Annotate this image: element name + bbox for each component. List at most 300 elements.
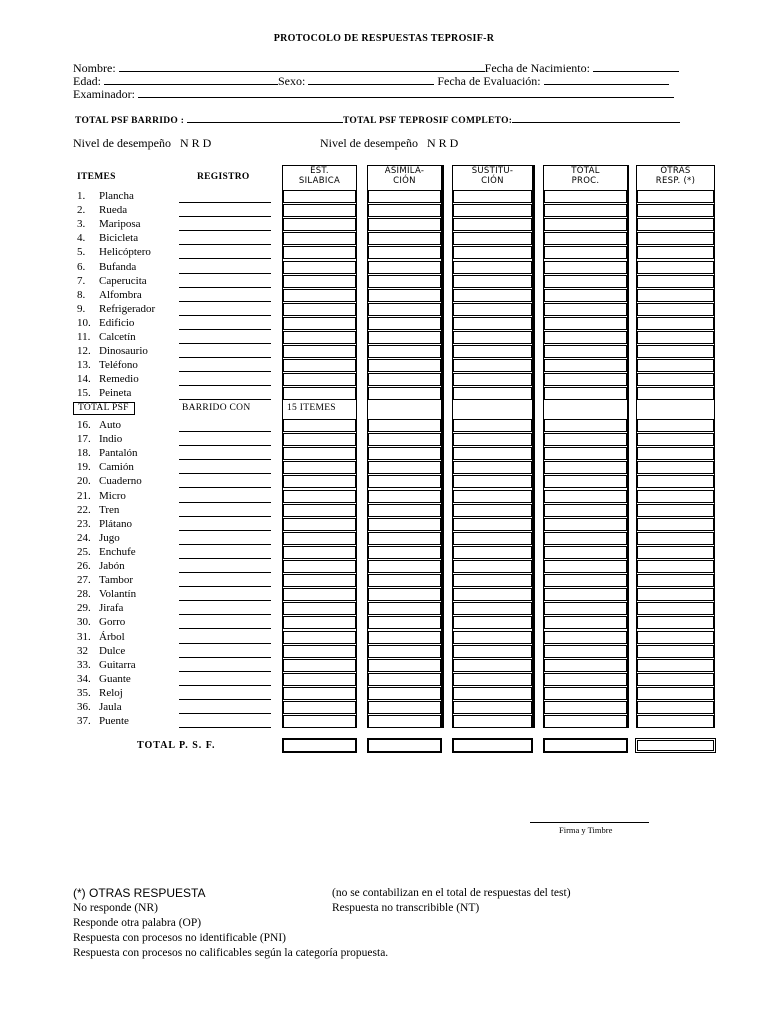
cell-total[interactable] [544,373,627,386]
cell-otras[interactable] [637,715,714,728]
cell-otras[interactable] [637,673,714,686]
cell-est[interactable] [283,461,356,474]
list-item [77,432,122,446]
cell-sust[interactable] [453,190,532,203]
item-number: 23. [77,517,91,530]
cell-est[interactable] [283,331,356,344]
item-number: 34. [77,672,91,685]
cell-est[interactable] [283,475,356,488]
cell-est[interactable] [283,275,356,288]
cell-total[interactable] [544,645,627,658]
sexo-field[interactable] [308,73,434,85]
cell-total[interactable] [544,303,627,316]
signature-line[interactable] [530,822,649,823]
cell-otras[interactable] [637,387,714,400]
cell-otras[interactable] [637,275,714,288]
cell-otras[interactable] [637,232,714,245]
col-otras-header [636,166,715,186]
registro-field[interactable] [179,371,271,372]
cell-total[interactable] [544,602,627,615]
registro-field[interactable] [179,343,271,344]
cell-est[interactable] [283,447,356,460]
registro-field[interactable] [179,315,271,316]
cell-total[interactable] [544,218,627,231]
cell-est[interactable] [283,218,356,231]
cell-est[interactable] [283,232,356,245]
cell-asim[interactable] [368,275,441,288]
cell-total[interactable] [544,190,627,203]
fecha-evaluacion-field[interactable] [544,73,669,85]
list-item [77,231,138,245]
registro-field[interactable] [179,685,271,686]
cell-sust[interactable] [453,275,532,288]
item-name: Reloj [99,686,123,699]
registro-field[interactable] [179,431,271,432]
item-name: Remedio [99,373,139,386]
cell-sust[interactable] [453,560,532,573]
cell-sust[interactable] [453,602,532,615]
registro-field[interactable] [179,216,271,217]
cell-total[interactable] [544,275,627,288]
registro-field[interactable] [179,473,271,474]
item-name: Peineta [99,387,132,400]
cell-est[interactable] [283,518,356,531]
cell-sust[interactable] [453,289,532,302]
list-item [77,503,119,517]
cell-asim[interactable] [368,345,441,358]
col-otras-header-line1: OTRAS [660,166,691,176]
cell-otras[interactable] [637,659,714,672]
list-item [77,531,120,545]
cell-total[interactable] [544,715,627,728]
cell-asim[interactable] [368,218,441,231]
total-proc-cell[interactable] [543,738,628,753]
cell-sust[interactable] [453,588,532,601]
cell-sust[interactable] [453,359,532,372]
col-sust-header-line2: CIÓN [481,176,504,186]
fecha-evaluacion-label: Fecha de Evaluación: [437,74,541,88]
cell-otras[interactable] [637,303,714,316]
cell-otras[interactable] [637,433,714,446]
total-est-cell[interactable] [282,738,357,753]
col-est-header [282,166,357,186]
item-number: 29. [77,602,91,615]
cell-asim[interactable] [368,560,441,573]
cell-otras[interactable] [637,616,714,629]
cell-sust[interactable] [453,616,532,629]
item-name: Bufanda [99,260,137,273]
cell-asim[interactable] [368,461,441,474]
list-item [77,601,123,615]
cell-otras[interactable] [637,687,714,700]
cell-total[interactable] [544,504,627,517]
cell-asim[interactable] [368,289,441,302]
item-name: Micro [99,489,126,502]
cell-otras[interactable] [637,419,714,432]
cell-sust[interactable] [453,475,532,488]
list-item [77,446,138,460]
cell-total[interactable] [544,317,627,330]
item-name: Mariposa [99,218,141,231]
total-asim-cell[interactable] [367,738,442,753]
page-title: PROTOCOLO DE RESPUESTAS TEPROSIF-R [273,33,495,44]
cell-asim[interactable] [368,359,441,372]
item-number: 5. [77,246,86,259]
cell-total[interactable] [544,687,627,700]
col-total-header [543,166,628,186]
cell-total[interactable] [544,673,627,686]
cell-total[interactable] [544,518,627,531]
nivel-desempeno-1 [73,136,211,151]
cell-otras[interactable] [637,289,714,302]
cell-asim[interactable] [368,673,441,686]
cell-est[interactable] [283,204,356,217]
cell-otras[interactable] [637,345,714,358]
cell-total[interactable] [544,433,627,446]
total-psf-completo-field[interactable] [512,113,680,123]
cell-total[interactable] [544,631,627,644]
registro-field[interactable] [179,671,271,672]
item-number: 32 [77,644,88,657]
psf-row-label-c: 15 ITEMES [287,403,336,413]
cell-est[interactable] [283,504,356,517]
cell-est[interactable] [283,317,356,330]
cell-est[interactable] [283,602,356,615]
item-number: 6. [77,260,86,273]
item-number: 14. [77,373,91,386]
item-number: 26. [77,560,91,572]
divider-bar-3 [627,165,629,728]
cell-total[interactable] [544,246,627,259]
cell-sust[interactable] [453,715,532,728]
cell-asim[interactable] [368,433,441,446]
cell-asim[interactable] [368,518,441,531]
cell-total[interactable] [544,261,627,274]
cell-asim[interactable] [368,645,441,658]
cell-asim[interactable] [368,616,441,629]
cell-est[interactable] [283,345,356,358]
list-item [77,418,121,432]
cell-otras[interactable] [637,461,714,474]
registro-field[interactable] [179,445,271,446]
registro-field[interactable] [179,727,271,728]
nombre-field[interactable] [119,60,485,72]
cell-sust[interactable] [453,387,532,400]
cell-otras[interactable] [637,373,714,386]
cell-est[interactable] [283,261,356,274]
cell-asim[interactable] [368,475,441,488]
cell-est[interactable] [283,616,356,629]
list-item [77,559,125,573]
cell-sust[interactable] [453,532,532,545]
registro-field[interactable] [179,572,271,573]
cell-otras[interactable] [637,631,714,644]
item-name: Jugo [99,531,120,544]
cell-sust[interactable] [453,447,532,460]
list-item [77,700,122,714]
cell-est[interactable] [283,433,356,446]
cell-sust[interactable] [453,317,532,330]
registro-field[interactable] [179,301,271,302]
registro-field[interactable] [179,287,271,288]
cell-est[interactable] [283,659,356,672]
cell-asim[interactable] [368,331,441,344]
cell-est[interactable] [283,701,356,714]
cell-otras[interactable] [637,602,714,615]
registro-field[interactable] [179,244,271,245]
registro-field[interactable] [179,699,271,700]
cell-otras[interactable] [637,546,714,559]
cell-asim[interactable] [368,317,441,330]
cell-total[interactable] [544,546,627,559]
cell-otras[interactable] [637,261,714,274]
cell-asim[interactable] [368,574,441,587]
cell-asim[interactable] [368,387,441,400]
cell-sust[interactable] [453,518,532,531]
registro-field[interactable] [179,399,271,400]
cell-est[interactable] [283,419,356,432]
cell-asim[interactable] [368,447,441,460]
registro-field[interactable] [179,628,271,629]
cell-est[interactable] [283,373,356,386]
list-item [77,330,136,344]
registro-field[interactable] [179,586,271,587]
psf-row-label-b: BARRIDO CON [182,403,251,413]
cell-total[interactable] [544,447,627,460]
nivel-options-1[interactable]: N R D [179,136,212,150]
registro-field[interactable] [179,643,271,644]
registro-field[interactable] [179,202,271,203]
item-name: Plátano [99,517,132,530]
cell-otras[interactable] [637,518,714,531]
item-name: Camión [99,461,134,474]
cell-total[interactable] [544,574,627,587]
cell-asim[interactable] [368,715,441,728]
cell-otras[interactable] [637,218,714,231]
cell-total[interactable] [544,345,627,358]
cell-otras[interactable] [637,475,714,488]
cell-sust[interactable] [453,504,532,517]
cell-total[interactable] [544,289,627,302]
cell-est[interactable] [283,588,356,601]
cell-asim[interactable] [368,232,441,245]
registro-field[interactable] [179,487,271,488]
cell-est[interactable] [283,560,356,573]
cell-asim[interactable] [368,419,441,432]
registro-field[interactable] [179,459,271,460]
cell-asim[interactable] [368,631,441,644]
list-item [77,344,148,358]
registro-field[interactable] [179,357,271,358]
cell-est[interactable] [283,246,356,259]
edad-field[interactable] [104,73,278,85]
cell-sust[interactable] [453,546,532,559]
cell-sust[interactable] [453,303,532,316]
cell-sust[interactable] [453,687,532,700]
total-psf-completo-label: TOTAL PSF TEPROSIF COMPLETO: [342,116,513,126]
cell-total[interactable] [544,532,627,545]
item-name: Caperucita [99,274,147,287]
cell-est[interactable] [283,387,356,400]
cell-asim[interactable] [368,546,441,559]
cell-sust[interactable] [453,204,532,217]
cell-sust[interactable] [453,631,532,644]
cell-otras[interactable] [637,588,714,601]
item-number: 7. [77,274,86,287]
cell-total[interactable] [544,232,627,245]
cell-est[interactable] [283,673,356,686]
cell-asim[interactable] [368,204,441,217]
cell-otras[interactable] [637,447,714,460]
cell-otras[interactable] [637,246,714,259]
cell-sust[interactable] [453,461,532,474]
cell-otras[interactable] [637,574,714,587]
cell-asim[interactable] [368,532,441,545]
cell-sust[interactable] [453,331,532,344]
col-sust-header [452,166,533,186]
cell-est[interactable] [283,574,356,587]
fecha-nacimiento-label: Fecha de Nacimiento: [484,61,590,75]
registro-field[interactable] [179,502,271,503]
cell-asim[interactable] [368,261,441,274]
cell-sust[interactable] [453,433,532,446]
registro-field[interactable] [179,329,271,330]
cell-est[interactable] [283,645,356,658]
cell-total[interactable] [544,616,627,629]
total-psf-barrido-field[interactable] [187,113,343,123]
registro-field[interactable] [179,657,271,658]
total-sust-cell[interactable] [452,738,533,753]
cell-otras[interactable] [637,204,714,217]
cell-sust[interactable] [453,232,532,245]
cell-asim[interactable] [368,490,441,503]
cell-sust[interactable] [453,490,532,503]
cell-total[interactable] [544,419,627,432]
item-name: Volantín [99,588,137,601]
registro-field[interactable] [179,600,271,601]
item-name: Jirafa [99,602,124,615]
cell-sust[interactable] [453,218,532,231]
cell-total[interactable] [544,659,627,672]
cell-sust[interactable] [453,246,532,259]
list-item [77,672,131,686]
cell-total[interactable] [544,359,627,372]
registro-field[interactable] [179,273,271,274]
item-number: 28. [77,588,91,601]
cell-asim[interactable] [368,659,441,672]
cell-otras[interactable] [637,532,714,545]
note-last: Respuesta con procesos no calificables según la categoría propuesta. [73,947,389,959]
cell-sust[interactable] [453,645,532,658]
registro-field[interactable] [179,385,271,386]
cell-total[interactable] [544,331,627,344]
cell-otras[interactable] [637,504,714,517]
total-otras-cell[interactable] [635,738,716,753]
cell-est[interactable] [283,359,356,372]
registro-field[interactable] [179,713,271,714]
cell-sust[interactable] [453,261,532,274]
cell-otras[interactable] [637,560,714,573]
cell-asim[interactable] [368,602,441,615]
cell-asim[interactable] [368,246,441,259]
cell-otras[interactable] [637,317,714,330]
registro-field[interactable] [179,558,271,559]
list-item [77,460,134,474]
registro-field[interactable] [179,544,271,545]
registro-field[interactable] [179,230,271,231]
fecha-nacimiento-field[interactable] [593,60,679,72]
cell-est[interactable] [283,190,356,203]
cell-total[interactable] [544,490,627,503]
cell-total[interactable] [544,475,627,488]
cell-asim[interactable] [368,687,441,700]
cell-total[interactable] [544,560,627,573]
registro-field[interactable] [179,614,271,615]
cell-est[interactable] [283,303,356,316]
cell-total[interactable] [544,701,627,714]
list-item [77,573,133,587]
col-asim-header-line1: ASIMILA- [384,166,425,176]
cell-sust[interactable] [453,701,532,714]
cell-est[interactable] [283,532,356,545]
list-item [77,587,136,601]
cell-sust[interactable] [453,373,532,386]
cell-asim[interactable] [368,190,441,203]
cell-asim[interactable] [368,303,441,316]
registro-field[interactable] [179,258,271,259]
cell-total[interactable] [544,461,627,474]
list-item [77,358,138,372]
cell-otras[interactable] [637,359,714,372]
item-number: 12. [77,345,91,358]
cell-est[interactable] [283,289,356,302]
cell-sust[interactable] [453,659,532,672]
nivel-options-2[interactable]: N R D [426,136,459,150]
cell-sust[interactable] [453,419,532,432]
cell-asim[interactable] [368,504,441,517]
col-sust-header-line1: SUSTITU- [471,166,514,176]
cell-sust[interactable] [453,345,532,358]
cell-sust[interactable] [453,574,532,587]
cell-asim[interactable] [368,588,441,601]
cell-est[interactable] [283,490,356,503]
list-item [77,245,151,259]
cell-otras[interactable] [637,331,714,344]
cell-est[interactable] [283,631,356,644]
cell-asim[interactable] [368,701,441,714]
cell-otras[interactable] [637,701,714,714]
cell-total[interactable] [544,387,627,400]
divider-bar-1 [442,165,444,728]
cell-total[interactable] [544,588,627,601]
cell-est[interactable] [283,687,356,700]
cell-otras[interactable] [637,490,714,503]
cell-total[interactable] [544,204,627,217]
cell-sust[interactable] [453,673,532,686]
cell-otras[interactable] [637,645,714,658]
registro-field[interactable] [179,516,271,517]
list-item [77,203,127,217]
examinador-field[interactable] [138,86,674,98]
registro-field[interactable] [179,530,271,531]
cell-est[interactable] [283,546,356,559]
item-name: Auto [99,419,121,431]
cell-otras[interactable] [637,190,714,203]
col-asim-header [367,166,442,186]
nivel-label-2: Nivel de desempeño [320,136,418,150]
cell-est[interactable] [283,715,356,728]
cell-asim[interactable] [368,373,441,386]
